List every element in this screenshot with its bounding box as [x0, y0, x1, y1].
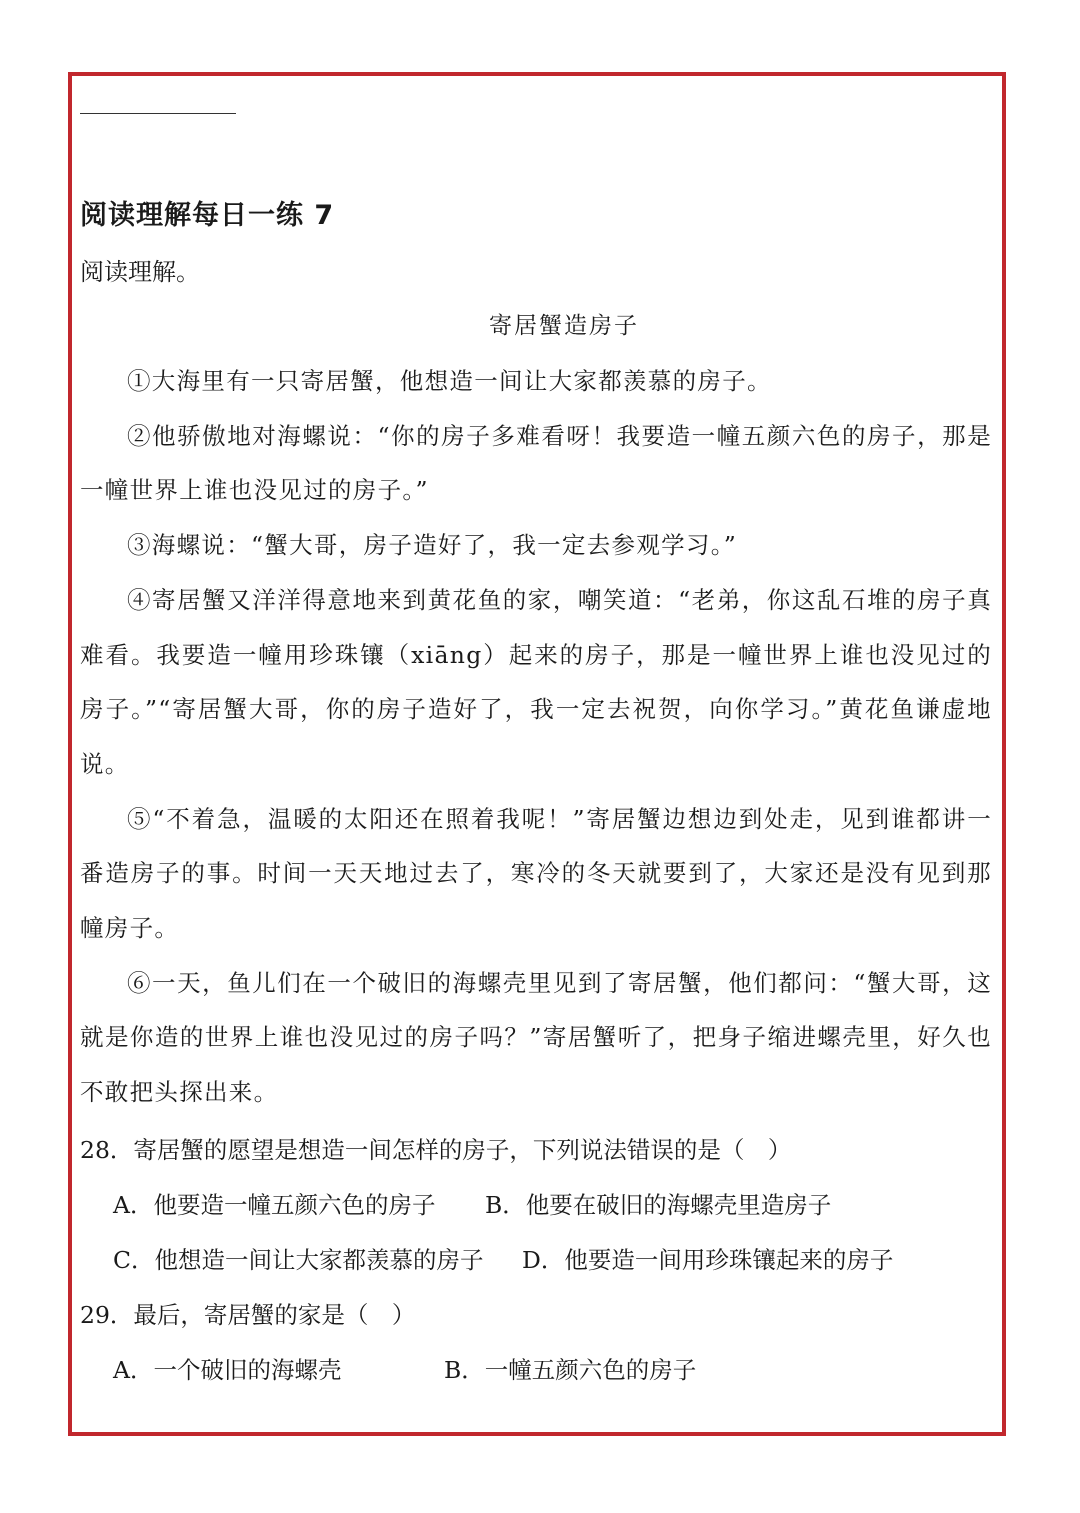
- story-title: 寄居蟹造房子: [489, 313, 639, 339]
- question-28-option-c: C．他想造一间让大家都羡慕的房子: [113, 1246, 484, 1274]
- question-28-stem: 28．寄居蟹的愿望是想造一间怎样的房子，下列说法错误的是（ ）: [80, 1136, 792, 1164]
- paragraph-2: ②他骄傲地对海螺说：“你的房子多难看呀！我要造一幢五颜六色的房子，那是一幢世界上谁也没见过的房子。”: [80, 421, 992, 505]
- page-title: 阅读理解每日一练 7: [80, 200, 335, 231]
- paragraph-5: ⑤“不着急，温暖的太阳还在照着我呢！”寄居蟹边想边到处走，见到谁都讲一番造房子的事。时间一天天地过去了，寒冷的冬天就要到了，大家还是没有见到那幢房子。: [80, 804, 992, 943]
- paragraph-3: ③海螺说：“蟹大哥，房子造好了，我一定去参观学习。”: [127, 531, 738, 560]
- question-29-stem: 29．最后，寄居蟹的家是（ ）: [80, 1301, 416, 1329]
- paragraph-6: ⑥一天，鱼儿们在一个破旧的海螺壳里见到了寄居蟹，他们都问：“蟹大哥，这就是你造的世界上谁也没见过的房子吗？”寄居蟹听了，把身子缩进螺壳里，好久也不敢把头探出来。: [80, 968, 992, 1107]
- story-passage: [80, 354, 992, 1120]
- question-28-option-a: A．他要造一幢五颜六色的房子: [113, 1191, 436, 1219]
- paragraph-1: ①大海里有一只寄居蟹，他想造一间让大家都羡慕的房子。: [127, 367, 772, 395]
- question-29-option-b: B．一幢五颜六色的房子: [444, 1356, 697, 1384]
- question-28-option-d: D．他要造一间用珍珠镶起来的房子: [522, 1246, 894, 1274]
- instruction-text: 阅读理解。: [80, 258, 200, 286]
- question-28-option-b: B．他要在破旧的海螺壳里造房子: [485, 1191, 832, 1219]
- paragraph-4: ④寄居蟹又洋洋得意地来到黄花鱼的家，嘲笑道：“老弟，你这乱石堆的房子真难看。我要造一幢用珍珠镶（xiāng）起来的房子，那是一幢世界上谁也没见过的房子。”“寄居蟹大哥，你的房子造好了，我一定去祝贺，向你学习。”黄花鱼谦虚地说。: [80, 585, 992, 778]
- top-rule-line: [80, 113, 236, 114]
- question-29-option-a: A．一个破旧的海螺壳: [113, 1356, 342, 1384]
